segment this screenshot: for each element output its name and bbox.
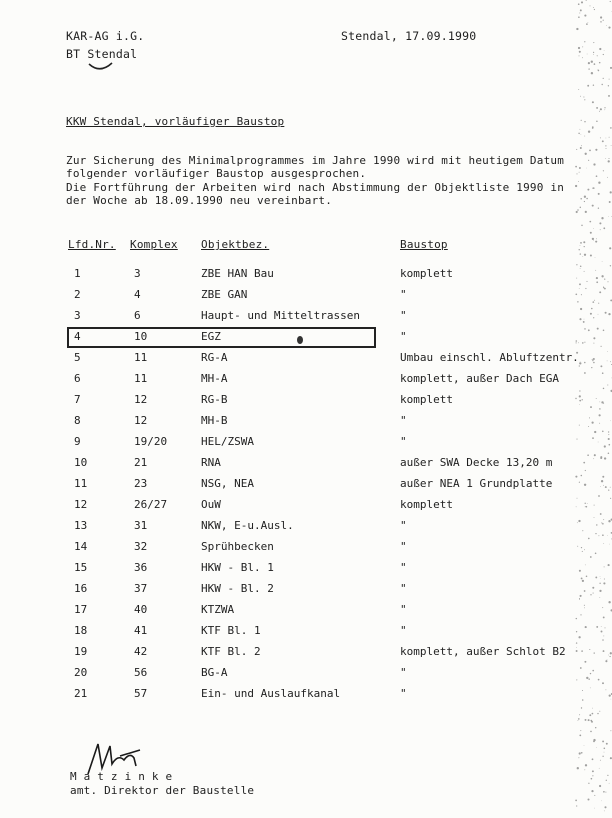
row-objekt: OuW bbox=[201, 498, 221, 511]
row-objekt: HKW - Bl. 1 bbox=[201, 561, 274, 574]
table-row bbox=[0, 561, 612, 581]
row-number: 3 bbox=[74, 309, 81, 322]
row-objekt: KTF Bl. 2 bbox=[201, 645, 261, 658]
row-komplex: 10 bbox=[134, 330, 148, 343]
table-row bbox=[0, 477, 612, 497]
row-komplex: 21 bbox=[134, 456, 148, 469]
row-number: 11 bbox=[74, 477, 88, 490]
row-komplex: 56 bbox=[134, 666, 148, 679]
row-baustop: außer NEA 1 Grundplatte bbox=[400, 477, 553, 490]
row-komplex: 3 bbox=[134, 267, 141, 280]
row-baustop: " bbox=[400, 519, 407, 532]
row-komplex: 26/27 bbox=[134, 498, 168, 511]
row-baustop: " bbox=[400, 330, 407, 343]
table-row bbox=[0, 288, 612, 308]
row-objekt: ZBE GAN bbox=[201, 288, 248, 301]
row-objekt: MH-A bbox=[201, 372, 228, 385]
signature-title: amt. Direktor der Baustelle bbox=[70, 784, 255, 797]
row-number: 4 bbox=[74, 330, 81, 343]
table-row bbox=[0, 267, 612, 287]
row-baustop: komplett bbox=[400, 498, 453, 511]
row-number: 14 bbox=[74, 540, 88, 553]
row-baustop: " bbox=[400, 288, 407, 301]
row-objekt: HEL/ZSWA bbox=[201, 435, 254, 448]
table-row bbox=[0, 330, 612, 350]
row-baustop: " bbox=[400, 309, 407, 322]
table-row bbox=[0, 624, 612, 644]
table-row bbox=[0, 540, 612, 560]
row-baustop: " bbox=[400, 666, 407, 679]
row-baustop: " bbox=[400, 435, 407, 448]
row-number: 8 bbox=[74, 414, 81, 427]
row-objekt: NSG, NEA bbox=[201, 477, 254, 490]
row-baustop: komplett, außer Schlot B2 bbox=[400, 645, 566, 658]
signature-name: M a t z i n k e bbox=[70, 770, 173, 783]
row-number: 6 bbox=[74, 372, 81, 385]
row-baustop: Umbau einschl. Abluftzentr. bbox=[400, 351, 579, 364]
table-row bbox=[0, 435, 612, 455]
table-row bbox=[0, 309, 612, 329]
table-row bbox=[0, 582, 612, 602]
row-number: 18 bbox=[74, 624, 88, 637]
row-komplex: 11 bbox=[134, 372, 148, 385]
handwritten-mark bbox=[86, 60, 116, 74]
row-komplex: 57 bbox=[134, 687, 148, 700]
row-komplex: 23 bbox=[134, 477, 148, 490]
table-row bbox=[0, 645, 612, 665]
row-komplex: 11 bbox=[134, 351, 148, 364]
row-number: 15 bbox=[74, 561, 88, 574]
row-baustop: " bbox=[400, 582, 407, 595]
row-komplex: 32 bbox=[134, 540, 148, 553]
row-komplex: 41 bbox=[134, 624, 148, 637]
row-objekt: RG-B bbox=[201, 393, 228, 406]
row-komplex: 6 bbox=[134, 309, 141, 322]
row-baustop: außer SWA Decke 13,20 m bbox=[400, 456, 553, 469]
body-line-4: der Woche ab 18.09.1990 neu vereinbart. bbox=[66, 194, 333, 207]
row-baustop: " bbox=[400, 561, 407, 574]
row-number: 19 bbox=[74, 645, 88, 658]
col-header-komplex: Komplex bbox=[130, 238, 178, 251]
row-number: 2 bbox=[74, 288, 81, 301]
row-komplex: 40 bbox=[134, 603, 148, 616]
row-objekt: KTZWA bbox=[201, 603, 235, 616]
col-header-lfdnr: Lfd.Nr. bbox=[68, 238, 116, 251]
row-objekt: NKW, E-u.Ausl. bbox=[201, 519, 294, 532]
row-baustop: " bbox=[400, 540, 407, 553]
row-komplex: 12 bbox=[134, 393, 148, 406]
body-line-2: folgender vorläufiger Baustop ausgesprochen. bbox=[66, 167, 367, 180]
row-komplex: 31 bbox=[134, 519, 148, 532]
row-baustop: komplett, außer Dach EGA bbox=[400, 372, 559, 385]
row-number: 7 bbox=[74, 393, 81, 406]
row-objekt: RNA bbox=[201, 456, 221, 469]
row-komplex: 12 bbox=[134, 414, 148, 427]
row-objekt: EGZ bbox=[201, 330, 221, 343]
row-number: 1 bbox=[74, 267, 81, 280]
body-line-1: Zur Sicherung des Minimalprogrammes im Jahre 1990 wird mit heutigem Datum bbox=[66, 154, 565, 167]
row-number: 5 bbox=[74, 351, 81, 364]
table-row bbox=[0, 456, 612, 476]
row-objekt: MH-B bbox=[201, 414, 228, 427]
row-number: 10 bbox=[74, 456, 88, 469]
table-row bbox=[0, 372, 612, 392]
row-objekt: Sprühbecken bbox=[201, 540, 274, 553]
body-line-3: Die Fortführung der Arbeiten wird nach Abstimmung der Objektliste 1990 in bbox=[66, 181, 565, 194]
sender-line-2: BT Stendal bbox=[66, 47, 138, 61]
table-row bbox=[0, 351, 612, 371]
row-komplex: 42 bbox=[134, 645, 148, 658]
row-objekt: ZBE HAN Bau bbox=[201, 267, 274, 280]
row-objekt: BG-A bbox=[201, 666, 228, 679]
row-komplex: 37 bbox=[134, 582, 148, 595]
row-baustop: " bbox=[400, 687, 407, 700]
row-objekt: KTF Bl. 1 bbox=[201, 624, 261, 637]
row-baustop: " bbox=[400, 603, 407, 616]
table-row bbox=[0, 414, 612, 434]
table-row bbox=[0, 603, 612, 623]
col-header-baustop: Baustop bbox=[400, 238, 448, 251]
row-objekt: RG-A bbox=[201, 351, 228, 364]
row-baustop: " bbox=[400, 624, 407, 637]
row-number: 20 bbox=[74, 666, 88, 679]
table-row bbox=[0, 687, 612, 707]
row-number: 17 bbox=[74, 603, 88, 616]
row-objekt: HKW - Bl. 2 bbox=[201, 582, 274, 595]
row-komplex: 19/20 bbox=[134, 435, 168, 448]
subject-line: KKW Stendal, vorläufiger Baustop bbox=[66, 115, 285, 128]
row-number: 12 bbox=[74, 498, 88, 511]
row-baustop: komplett bbox=[400, 393, 453, 406]
table-row bbox=[0, 498, 612, 518]
row-number: 9 bbox=[74, 435, 81, 448]
row-baustop: komplett bbox=[400, 267, 453, 280]
row-objekt: Haupt- und Mitteltrassen bbox=[201, 309, 360, 322]
col-header-objektbez: Objektbez. bbox=[201, 238, 270, 251]
row-number: 13 bbox=[74, 519, 88, 532]
row-number: 21 bbox=[74, 687, 88, 700]
row-komplex: 4 bbox=[134, 288, 141, 301]
table-row bbox=[0, 393, 612, 413]
row-number: 16 bbox=[74, 582, 88, 595]
row-komplex: 36 bbox=[134, 561, 148, 574]
row-objekt: Ein- und Auslaufkanal bbox=[201, 687, 341, 700]
table-row bbox=[0, 519, 612, 539]
row-baustop: " bbox=[400, 414, 407, 427]
sender-line-1: KAR-AG i.G. bbox=[66, 29, 145, 43]
table-row bbox=[0, 666, 612, 686]
place-date: Stendal, 17.09.1990 bbox=[341, 29, 477, 43]
